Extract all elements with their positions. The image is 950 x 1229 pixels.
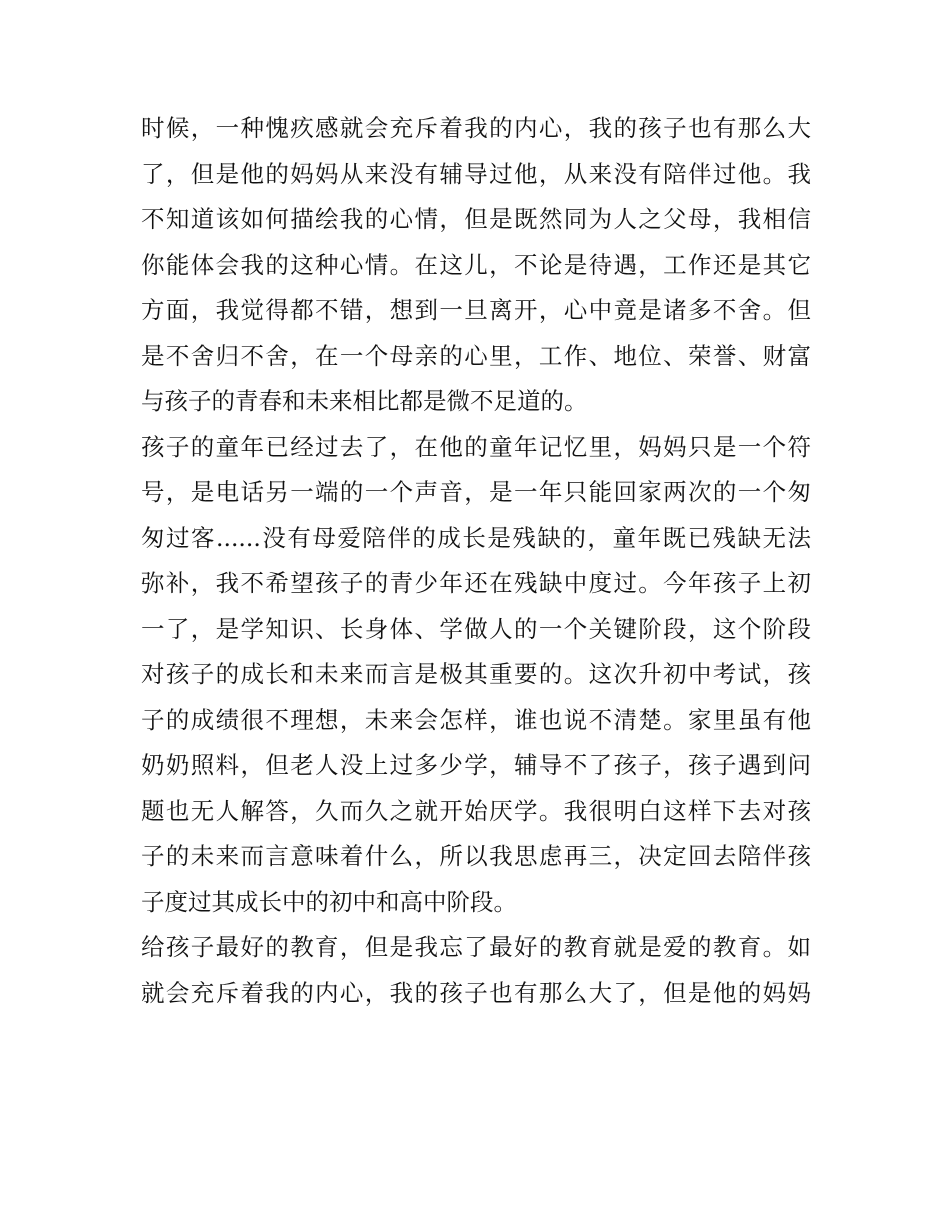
text-line: 对孩子的成长和未来而言是极其重要的。这次升初中考试，孩 (141, 660, 811, 688)
text-line: 奶奶照料，但老人没上过多少学，辅导不了孩子，孩子遇到问 (141, 751, 811, 779)
text-line: 孩子的童年已经过去了，在他的童年记忆里，妈妈只是一个符 (141, 432, 811, 461)
text-line: 不知道该如何描绘我的心情，但是既然同为人之父母，我相信 (141, 205, 811, 233)
text-line: 你能体会我的这种心情。在这儿，不论是待遇，工作还是其它 (141, 250, 811, 279)
text-line: 时候，一种愧疚感就会充斥着我的内心，我的孩子也有那么大 (141, 114, 811, 142)
text-line: 就会充斥着我的内心，我的孩子也有那么大了，但是他的妈妈 (141, 978, 811, 1007)
text-line: 弥补，我不希望孩子的青少年还在残缺中度过。今年孩子上初 (141, 569, 811, 597)
paragraph-3 (141, 925, 811, 1016)
text-line: 是不舍归不舍，在一个母亲的心里，工作、地位、荣誉、财富 (141, 341, 811, 370)
text-line: 与孩子的青春和未来相比都是微不足道的。 (141, 387, 588, 415)
text-line: 子的成绩很不理想，未来会怎样，谁也说不清楚。家里虽有他 (141, 705, 811, 734)
text-line: 匆过客......没有母爱陪伴的成长是残缺的，童年既已残缺无法 (141, 523, 811, 552)
text-line: 一了，是学知识、长身体、学做人的一个关键阶段，这个阶段 (141, 614, 811, 643)
text-line: 题也无人解答，久而久之就开始厌学。我很明白这样下去对孩 (141, 796, 811, 825)
text-line: 号，是电话另一端的一个声音，是一年只能回家两次的一个匆 (141, 478, 811, 506)
text-line: 给孩子最好的教育，但是我忘了最好的教育就是爱的教育。如 (141, 933, 811, 961)
text-line: 方面，我觉得都不错，想到一旦离开，心中竟是诸多不舍。但 (141, 296, 811, 324)
text-line: 子的未来而言意味着什么，所以我思虑再三，决定回去陪伴孩 (141, 842, 811, 870)
paragraph-2 (141, 425, 811, 926)
text-line: 子度过其成长中的初中和高中阶段。 (141, 887, 517, 916)
body-text (141, 106, 811, 1016)
text-line: 了，但是他的妈妈从来没有辅导过他，从来没有陪伴过他。我 (141, 159, 811, 188)
paragraph-1 (141, 106, 811, 425)
